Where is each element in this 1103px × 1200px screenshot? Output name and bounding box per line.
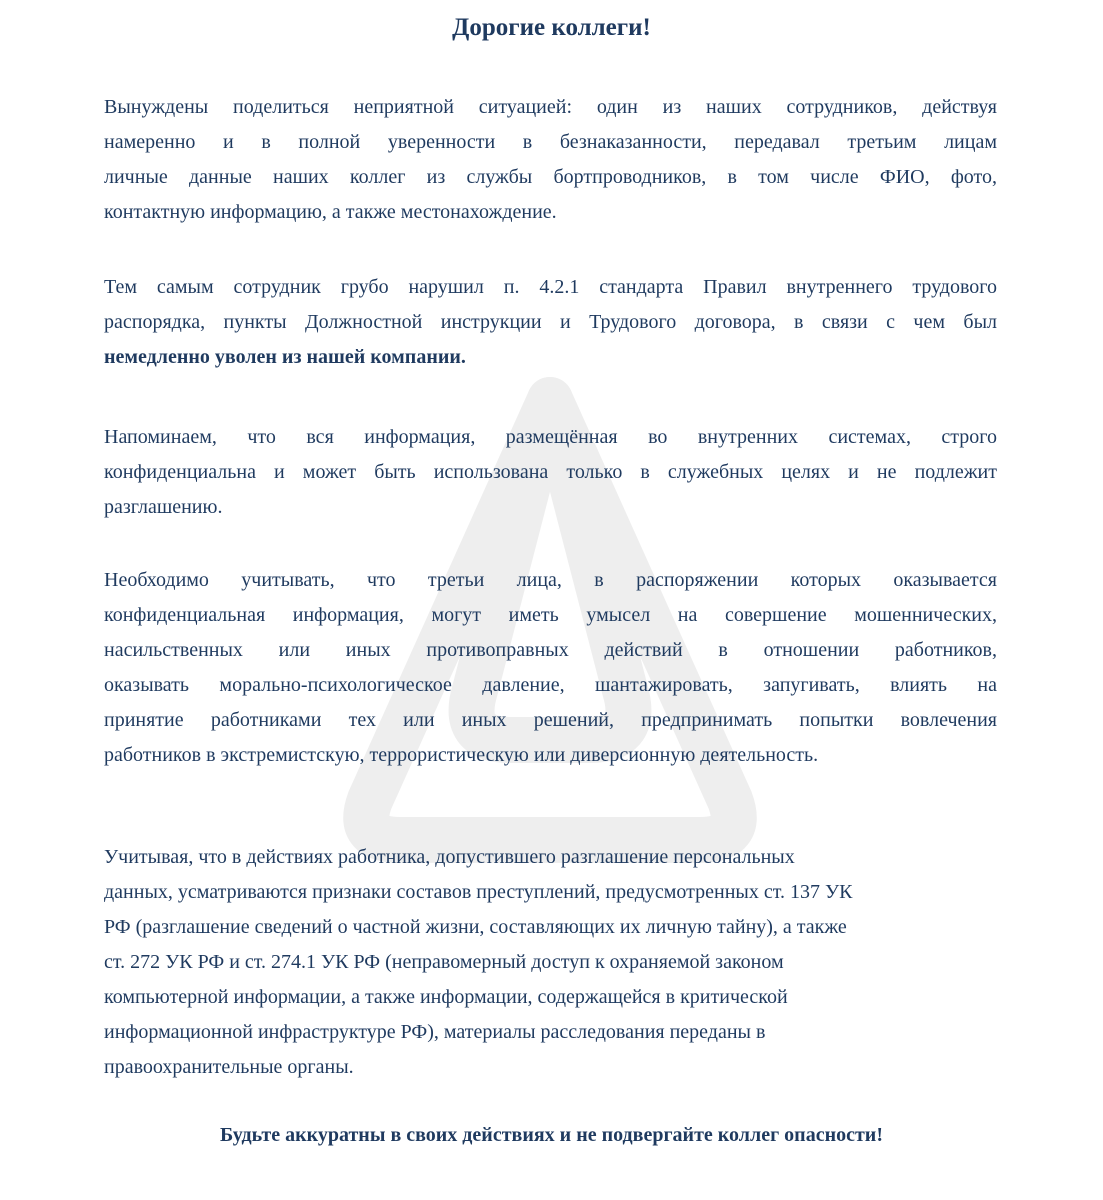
text-line: информационной инфраструктуре РФ), материалы расследования переданы в	[104, 1021, 766, 1043]
text-line: данных, усматриваются признаки составов преступлений, предусмотренных ст. 137 УК	[104, 881, 853, 903]
text-line: ст. 272 УК РФ и ст. 274.1 УК РФ (неправомерный доступ к охраняемой законом	[104, 951, 784, 973]
text-line: Необходимо учитывать, что третьи лица, в распоряжении которых оказывается	[104, 569, 997, 591]
paragraph-legal	[104, 840, 1004, 1085]
dismissal-notice: немедленно уволен из нашей компании.	[104, 346, 466, 368]
text-line: Напоминаем, что вся информация, размещённая во внутренних системах, строго	[104, 426, 997, 448]
text-line: компьютерной информации, а также информации, содержащейся в критической	[104, 986, 788, 1008]
text-line: личные данные наших коллег из службы бортпроводников, в том числе ФИО, фото,	[104, 166, 997, 188]
text-line: Учитывая, что в действиях работника, допустившего разглашение персональных	[104, 846, 795, 868]
paragraph-confidentiality	[104, 420, 997, 525]
text-line: Тем самым сотрудник грубо нарушил п. 4.2.1 стандарта Правил внутреннего трудового	[104, 276, 997, 298]
text-line: контактную информацию, а также местонахождение.	[104, 201, 557, 223]
text-line: правоохранительные органы.	[104, 1056, 354, 1078]
text-line: принятие работниками тех или иных решений, предпринимать попытки вовлечения	[104, 709, 997, 731]
text-line: намеренно и в полной уверенности в безнаказанности, передавал третьим лицам	[104, 131, 997, 153]
paragraph-situation	[104, 90, 997, 230]
paragraph-violation	[104, 270, 997, 375]
text-line: разглашению.	[104, 496, 223, 518]
text-line: насильственных или иных противоправных действий в отношении работников,	[104, 639, 997, 661]
text-line: распорядка, пункты Должностной инструкции и Трудового договора, в связи с чем был	[104, 311, 997, 333]
text-line: Вынуждены поделиться неприятной ситуацией: один из наших сотрудников, действуя	[104, 96, 997, 118]
text-line: РФ (разглашение сведений о частной жизни, составляющих их личную тайну), а также	[104, 916, 847, 938]
paragraph-risks	[104, 563, 997, 773]
page-title: Дорогие коллеги!	[452, 14, 651, 41]
closing-statement: Будьте аккуратны в своих действиях и не подвергайте коллег опасности!	[220, 1124, 883, 1146]
text-line: работников в экстремистскую, террористическую или диверсионную деятельность.	[104, 744, 819, 766]
text-line: оказывать морально-психологическое давление, шантажировать, запугивать, влиять на	[104, 674, 997, 696]
text-line: конфиденциальная информация, могут иметь умысел на совершение мошеннических,	[104, 604, 997, 626]
text-line: конфиденциальна и может быть использована только в служебных целях и не подлежит	[104, 461, 997, 483]
